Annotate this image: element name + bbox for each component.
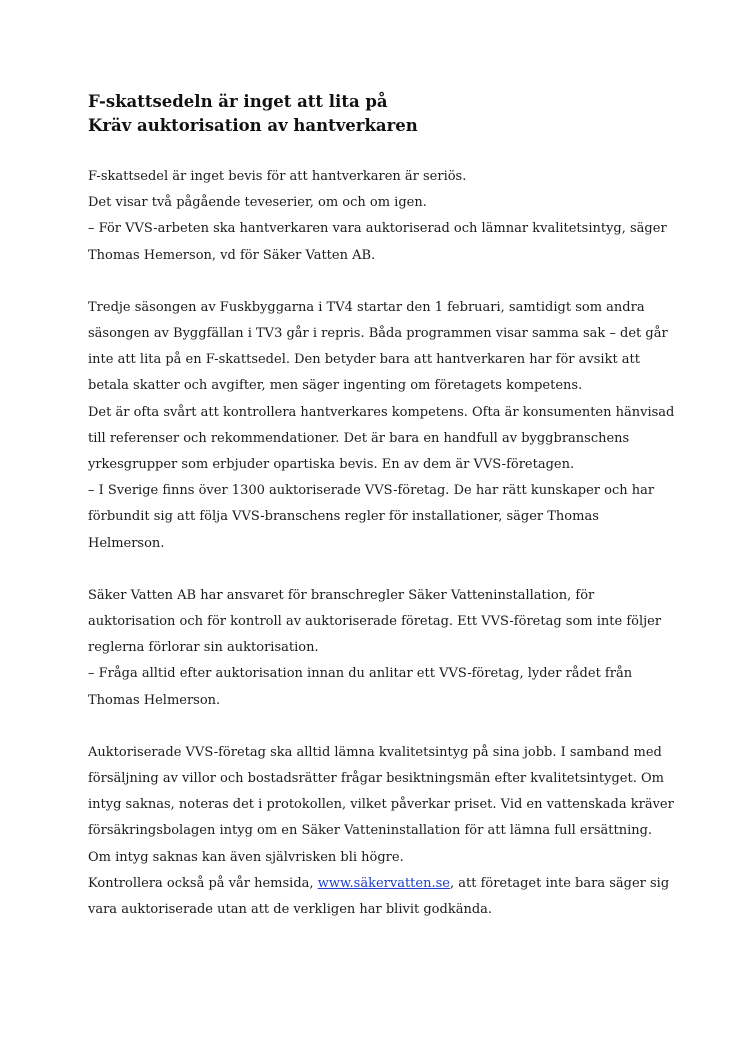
text-line: säsongen av Byggfällan i TV3 går i repris. Båda programmen visar samma sak – det går (88, 326, 668, 342)
text-line: yrkesgrupper som erbjuder opartiska bevis. En av dem är VVS-företagen. (88, 457, 575, 473)
text-line: Om intyg saknas kan även självrisken bli högre. (88, 849, 404, 865)
text-line: – I Sverige finns över 1300 auktoriserade VVS-företag. De har rätt kunskaper och har (88, 483, 655, 499)
title-line-1: F-skattsedeln är inget att lita på (88, 92, 388, 111)
paragraph-intro (88, 164, 678, 269)
text-line: vara auktoriserade utan att de verkligen har blivit godkända. (88, 902, 493, 918)
text-line: – Fråga alltid efter auktorisation innan du anlitar ett VVS-företag, lyder rådet från (88, 666, 633, 682)
link-prefix-text: Kontrollera också på vår hemsida, (88, 875, 318, 891)
website-link[interactable]: www.säkervatten.se (317, 875, 450, 891)
text-line: till referenser och rekommendationer. Det är bara en handfull av byggbranschens (88, 430, 630, 446)
link-suffix-text: , att företaget inte bara säger sig (449, 875, 670, 891)
text-line: Thomas Helmerson. (88, 692, 221, 708)
text-line: Det visar två pågående teveserier, om och om igen. (88, 195, 427, 211)
text-line: reglerna förlorar sin auktorisation. (88, 640, 319, 656)
text-line: auktorisation och för kontroll av auktoriserade företag. Ett VVS-företag som inte följer (88, 614, 662, 630)
text-line: F-skattsedel är inget bevis för att hantverkaren är seriös. (88, 169, 467, 184)
paragraph-saker-vatten (88, 583, 678, 714)
text-line: – För VVS-arbeten ska hantverkaren vara auktoriserad och lämnar kvalitetsintyg, säger (88, 221, 667, 237)
text-line: inte att lita på en F-skattsedel. Den betyder bara att hantverkaren har för avsikt att (88, 352, 641, 368)
text-line: Helmerson. (88, 535, 165, 551)
text-line: Auktoriserade VVS-företag ska alltid lämna kvalitetsintyg på sina jobb. I samband med (88, 744, 662, 760)
document-page (88, 90, 678, 949)
text-line: Tredje säsongen av Fuskbyggarna i TV4 startar den 1 februari, samtidigt som andra (88, 299, 645, 315)
text-line: försäkringsbolagen intyg om en Säker Vatteninstallation för att lämna full ersättning. (88, 823, 653, 839)
text-line: intyg saknas, noteras det i protokollen, vilket påverkar priset. Vid en vattenskada kräver (88, 797, 674, 813)
document-title (88, 90, 678, 138)
text-line: Säker Vatten AB har ansvaret för branschregler Säker Vatteninstallation, för (88, 587, 595, 603)
text-line: försäljning av villor och bostadsrätter frågar besiktningsmän efter kvalitetsintyget. Om (88, 771, 664, 787)
paragraph-kvalitetsintyg (88, 740, 678, 923)
text-line: förbundit sig att följa VVS-branschens regler för installationer, säger Thomas (88, 509, 599, 525)
paragraph-tv-series (88, 295, 678, 557)
text-line: Det är ofta svårt att kontrollera hantverkares kompetens. Ofta är konsumenten hänvisad (88, 404, 675, 420)
title-line-2: Kräv auktorisation av hantverkaren (88, 116, 418, 135)
text-line: betala skatter och avgifter, men säger ingenting om företagets kompetens. (88, 378, 583, 394)
text-line-with-link (88, 871, 678, 897)
text-line: Thomas Hemerson, vd för Säker Vatten AB. (88, 247, 376, 263)
